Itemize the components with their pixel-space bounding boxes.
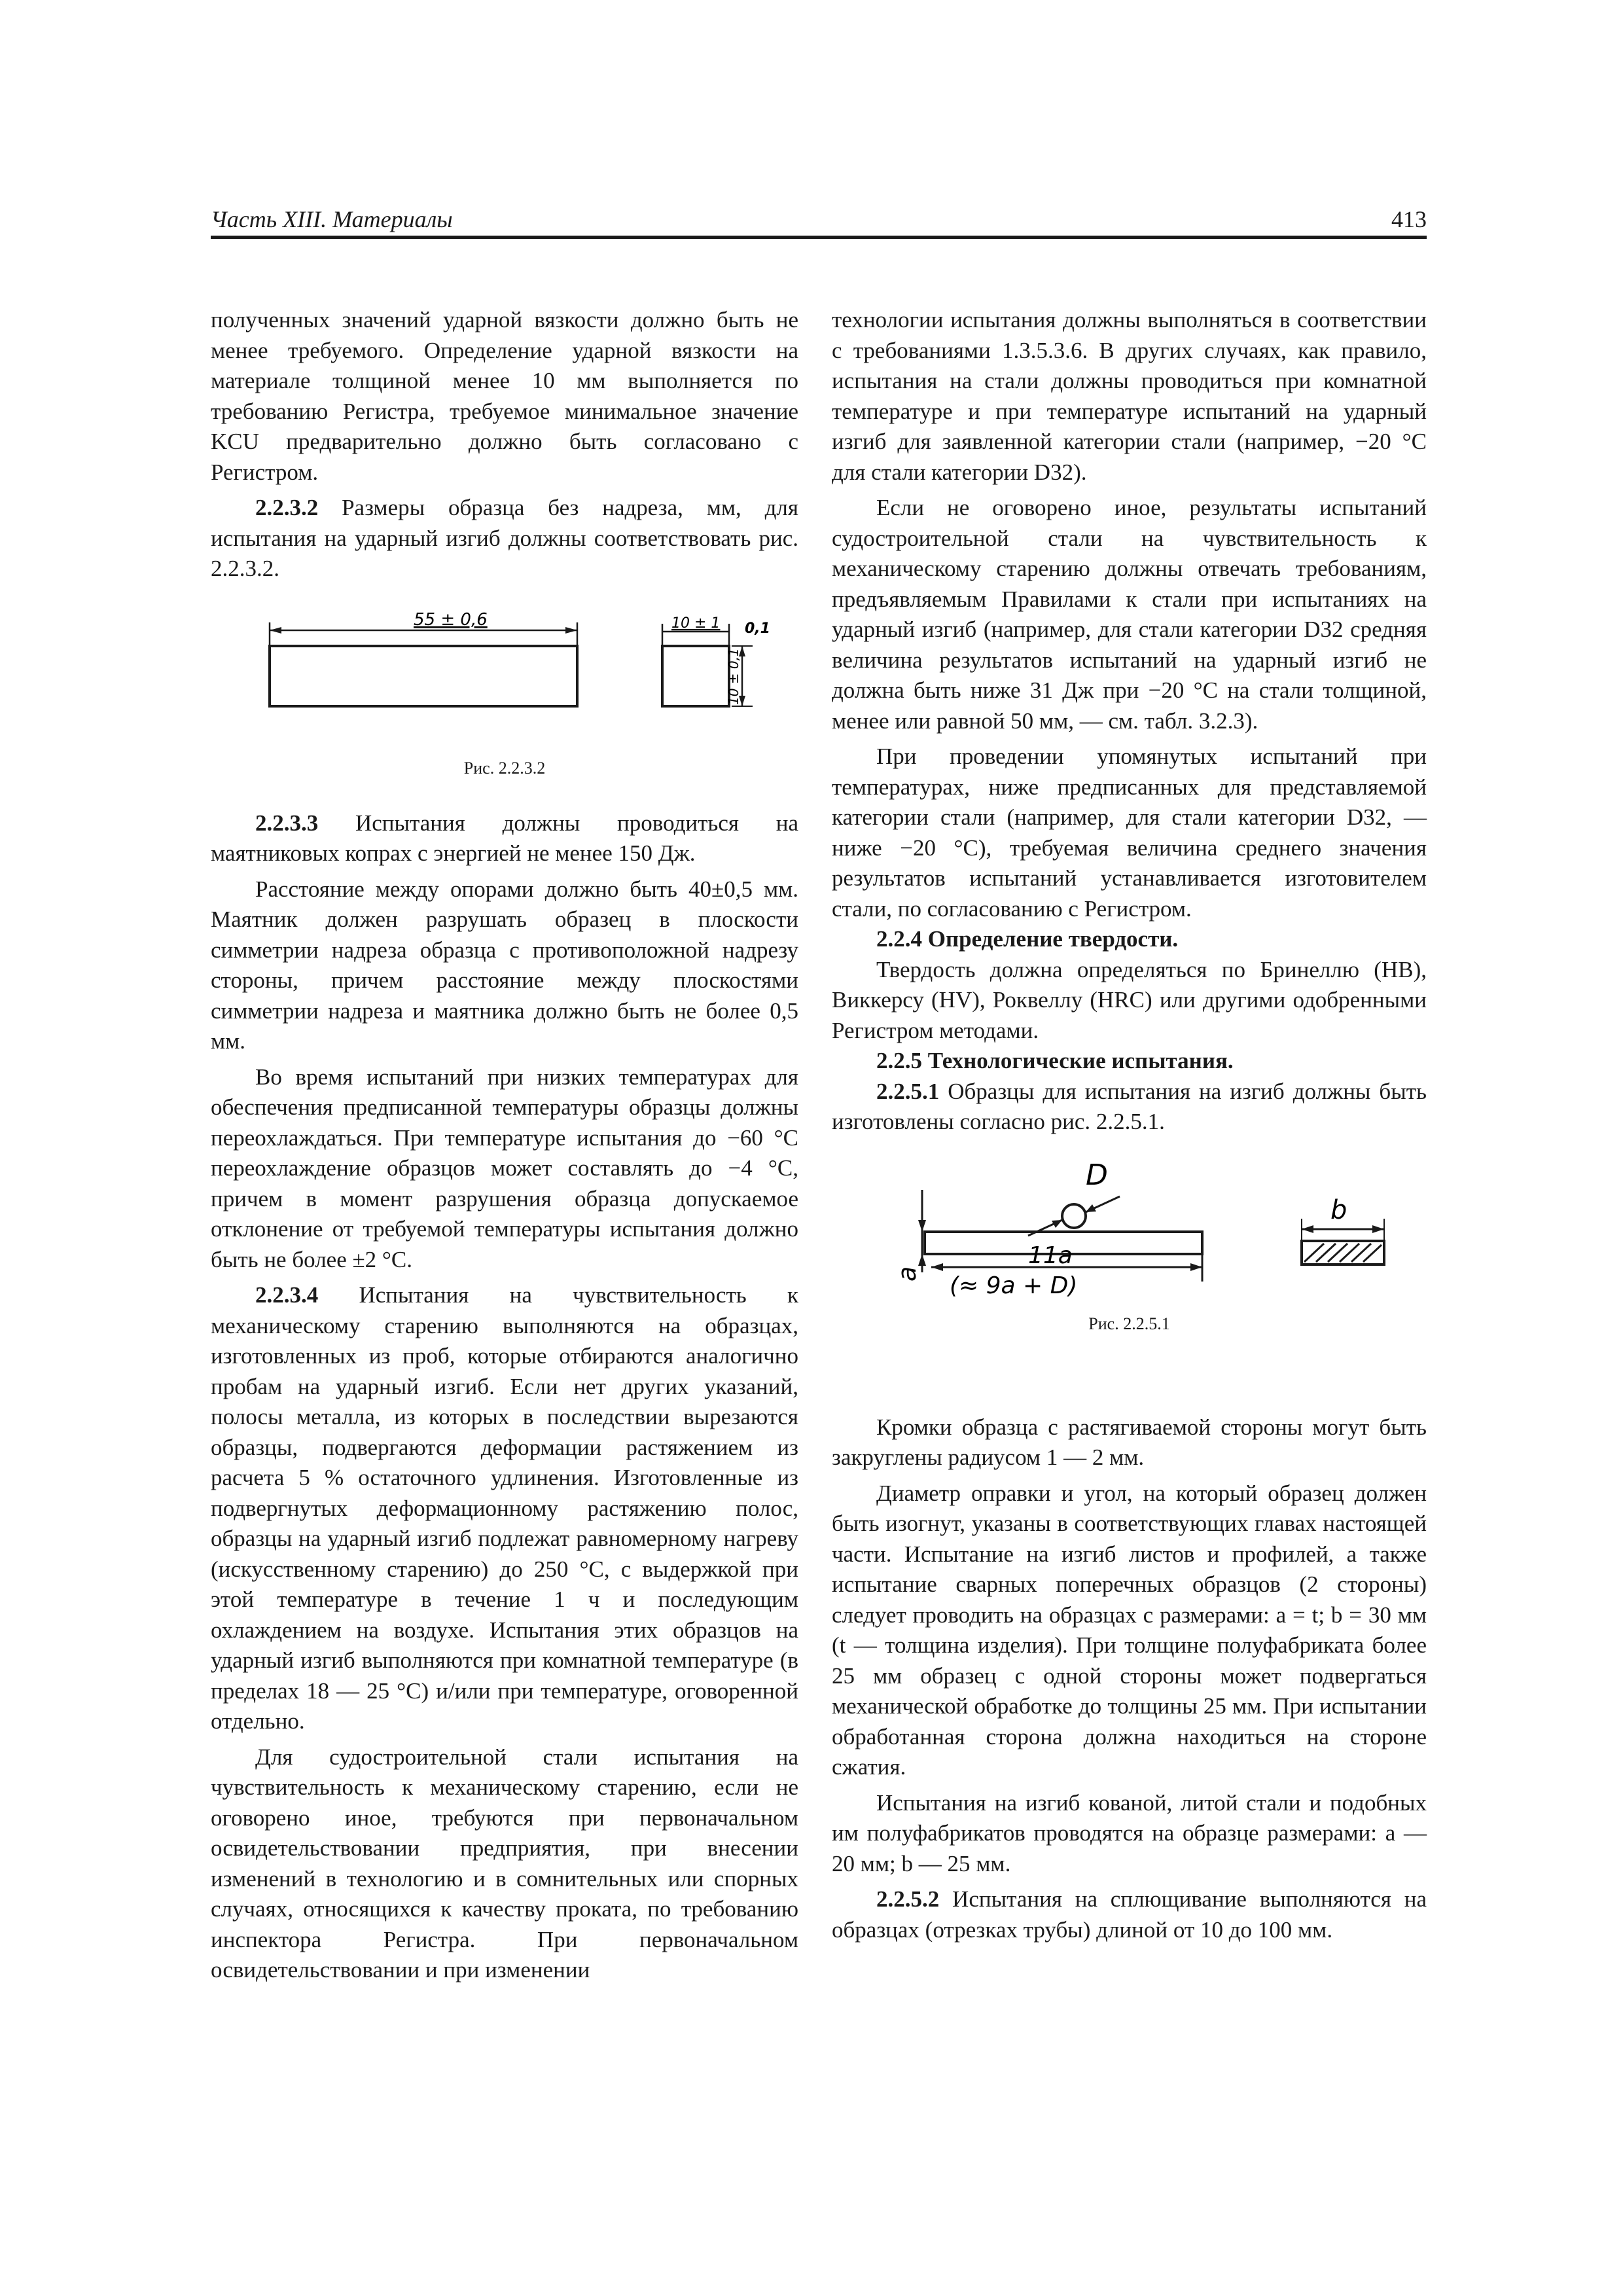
section-heading: 2.2.4 Определение твердости. (876, 926, 1179, 952)
left-column (211, 305, 798, 1986)
dim-width: 10 ± 1 (671, 615, 721, 632)
section-number: 2.2.5.1 (876, 1078, 940, 1104)
paragraph: 2.2.3.3 Испытания должны проводиться на маятниковых копрах с энергией не менее 150 Дж. (211, 810, 798, 866)
paragraph: Расстояние между опорами должно быть 40±0,5 мм. Маятник должен разрушать образец в плоскости симметрии надреза образца с противоположной надрезу стороны, причем расстояние между плоскостями симметрии надреза и маятника должно быть не более 0,5 мм. (211, 876, 798, 1054)
running-title: Часть XIII. Материалы (211, 206, 453, 232)
paragraph: 2.2.5.2 Испытания на сплющивание выполняются на образцах (отрезках трубы) длиной от 10 до 100 мм. (832, 1886, 1427, 1943)
section-number: 2.2.3.2 (255, 495, 319, 520)
dim-length: 55 ± 0,6 (414, 609, 488, 630)
paragraph: Твердость должна определяться по Бринеллю (HB), Виккерсу (HV), Роквеллу (HRC) или другими одобренными Регистром методами. (832, 956, 1427, 1043)
section-number: 2.2.3.4 (255, 1282, 319, 1308)
paragraph: Испытания на изгиб кованой, литой стали и подобных им полуфабрикатов проводятся на образце размерами: a — 20 мм; b — 25 мм. (832, 1789, 1427, 1876)
section-number: 2.2.3.3 (255, 810, 319, 836)
dim-notch: 0,1 (745, 620, 770, 637)
figure-2-2-5-1 (832, 1151, 1427, 1412)
bend-specimen-drawing (832, 1151, 1427, 1386)
paragraph: технологии испытания должны выполняться в соответствии с требованиями 1.3.5.3.6. В других случаях, как правило, испытания на стали должны проводиться при комнатной температуре и при температуре испытаний на ударный изгиб для заявленной категории стали (например, −20 °С для стали категории D32). (832, 307, 1427, 485)
paragraph: Если не оговорено иное, результаты испытаний судостроительной стали на чувствительность к механическому старению должны отвечать требованиям, предъявляемым Правилами к стали при испытаниях на ударный изгиб (например, для стали категории D32 средняя величина результатов испытаний на ударный изгиб не должна быть ниже 31 Дж при −20 °С на стали толщиной, менее или равной 50 мм, — см. табл. 3.2.3). (832, 495, 1427, 734)
label-a: a (893, 1266, 921, 1282)
label-11a: 11a (1028, 1242, 1073, 1269)
hatching (1304, 1244, 1382, 1262)
specimen-drawing (211, 607, 798, 759)
paragraph: Кромки образца с растягиваемой стороны могут быть закруглены радиусом 1 — 2 мм. (832, 1414, 1427, 1470)
paragraph: Для судостроительной стали испытания на чувствительность к механическому старению, если не оговорено иное, требуются при первоначальном освидетельствовании предприятия, при внесении изменений в технологию и в сомнительных или спорных случаях, относящихся к качеству проката, по требованию инспектора Регистра. При первоначальном освидетельствовании и при изменении (211, 1744, 798, 1982)
dim-height: 10 ± 0,1 (726, 647, 741, 705)
paragraph: Во время испытаний при низких температурах для обеспечения предписанной температуры образцы должны переохлаждаться. При температуре испытания до −60 °С переохлаждение образцов может составлять до −4 °С, причем в момент разрушения образца допускаемое отклонение от требуемой температуры испытания должно быть не более ±2 °С. (211, 1064, 798, 1272)
paragraph: полученных значений ударной вязкости должно быть не менее требуемого. Определение ударной вязкости на материале толщиной менее 10 мм выполняется по требованию Регистра, требуемое минимальное значение KCU предварительно должно быть согласовано с Регистром. (211, 307, 798, 485)
page-number: 413 (1391, 206, 1427, 232)
paragraph: 2.2.5.1 Образцы для испытания на изгиб должны быть изготовлены согласно рис. 2.2.5.1. (832, 1078, 1427, 1134)
section-heading: 2.2.5 Технологические испытания. (876, 1048, 1234, 1073)
paragraph: Диаметр оправки и угол, на который образец должен быть изогнут, указаны в соответствующих главах настоящей части. Испытание на изгиб листов и профилей, а также испытание сварных поперечных образцов (2 стороны) следует проводить на образцах с размерами: a = t; b = 30 мм (t — толщина изделия). При толщине полуфабриката более 25 мм образец с одной стороны может подвергаться механической обработке до толщины 25 мм. При испытании обработанная сторона должна находиться на стороне сжатия. (832, 1480, 1427, 1780)
page-header (211, 196, 1427, 239)
label-9a-plus-D: (≈ 9a + D) (950, 1272, 1078, 1299)
figure-2-2-3-2 (211, 607, 798, 785)
section-number: 2.2.5.2 (876, 1886, 940, 1912)
paragraph: 2.2.3.4 Испытания на чувствительность к механическому старению выполняются на образцах, изготовленных из проб, которые отбираются аналогично пробам на ударный изгиб. Если нет других указаний, полосы металла, из которых в последствии вырезаются образцы, подвергаются деформации растяжением из расчета 5 % остаточного удлинения. Изготовленные из подвергнутых деформационному растяжению полос, образцы на ударный изгиб подлежат равномерному нагреву (искусственному старению) до 250 °С, с выдержкой при этой температуре в течение 1 ч и последующим охлаждением на воздухе. Испытания этих образцов на ударный изгиб выполняются при комнатной температуре (в пределах 18 — 25 °С) и/или при температуре, оговоренной отдельно. (211, 1282, 798, 1734)
paragraph: При проведении упомянутых испытаний при температурах, ниже предписанных для представляемой категории стали (например, для стали категории D32, — ниже −20 °С), требуемая величина среднего значения результатов испытаний устанавливается изготовителем стали, по согласованию с Регистром. (832, 744, 1427, 922)
figure-caption: Рис. 2.2.5.1 (1088, 1314, 1170, 1333)
paragraph: 2.2.3.2 Размеры образца без надреза, мм, для испытания на ударный изгиб должны соответствовать рис. 2.2.3.2. (211, 495, 798, 581)
figure-caption: Рис. 2.2.3.2 (463, 758, 546, 778)
label-b: b (1330, 1194, 1347, 1225)
label-D: D (1086, 1158, 1108, 1192)
right-column (832, 305, 1427, 1945)
